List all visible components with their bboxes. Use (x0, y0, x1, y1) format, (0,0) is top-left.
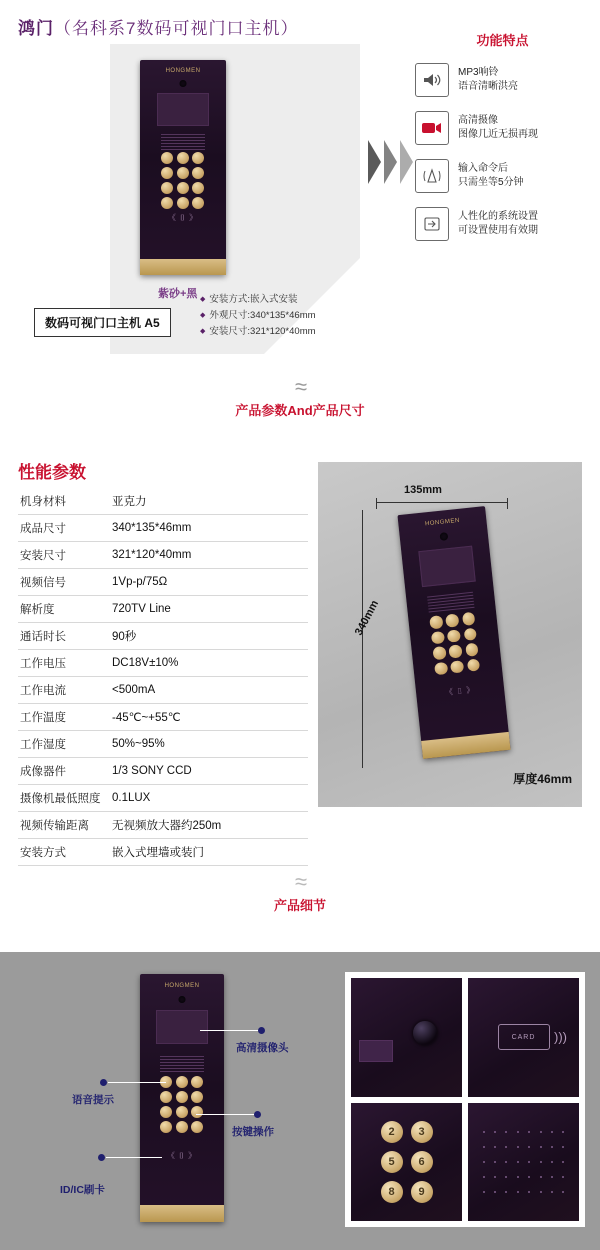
spec-key: 成像器件 (18, 758, 110, 785)
spec-section-title: 性能参数 (18, 463, 86, 482)
spec-key: 视频传输距离 (18, 812, 110, 839)
device-base (421, 732, 510, 759)
speaker-grille (160, 1056, 204, 1072)
detail-photo-speaker (468, 1103, 579, 1222)
product-dimension-image (318, 462, 582, 807)
callout-leader-line (196, 1114, 258, 1115)
speaker-grille (478, 1125, 569, 1200)
feature-line1: 输入命令后 (458, 163, 508, 174)
spec-key: 工作湿度 (18, 731, 110, 758)
camera-lens-icon (413, 1021, 437, 1045)
callout-card: ID/IC刷卡 (60, 1184, 105, 1196)
callout-keypad: 按键操作 (232, 1126, 274, 1138)
callout-dot (98, 1154, 105, 1161)
spec-key: 工作电压 (18, 650, 110, 677)
spec-value: 90秒 (110, 623, 308, 650)
feature-item-text (458, 210, 538, 238)
card-reader-icon: 《 ⌷ 》 (444, 685, 476, 698)
callout-leader-line (200, 1030, 262, 1031)
table-row (18, 650, 308, 677)
table-row (18, 623, 308, 650)
spec-key: 工作电流 (18, 677, 110, 704)
dimension-width-label: 135mm (404, 484, 442, 496)
hero-spec-list (200, 292, 316, 340)
card-label: CARD (498, 1024, 550, 1050)
detail-photo-grid (345, 972, 585, 1227)
table-row (18, 704, 308, 731)
device-logo: HONGMEN (424, 517, 461, 528)
spec-value: DC18V±10% (110, 650, 308, 677)
feature-item-settings (415, 207, 590, 241)
callout-dot (258, 1027, 265, 1034)
table-row (18, 677, 308, 704)
device-keypad (429, 612, 481, 675)
spec-key: 成品尺寸 (18, 515, 110, 542)
device-screen (157, 93, 209, 126)
key-button[interactable]: 3 (411, 1121, 433, 1143)
hero-spec-item: ◆ 安装尺寸:321*120*40mm (200, 324, 316, 340)
product-image-angled (397, 506, 510, 759)
product-badge: 数码可视门口主机 A5 (34, 308, 171, 337)
signal-icon (415, 159, 449, 193)
card-reader-icon: 《 ⌷ 》 (166, 1151, 198, 1160)
spec-value: -45℃~+55℃ (110, 704, 308, 731)
hero-spec-item: ◆ 外观尺寸:340*135*46mm (200, 308, 316, 324)
page-title (18, 14, 298, 39)
spec-value: 321*120*40mm (110, 542, 308, 569)
key-button[interactable]: 2 (381, 1121, 403, 1143)
key-button[interactable]: 9 (411, 1181, 433, 1203)
spec-value: 亚克力 (110, 488, 308, 515)
section-divider-params (0, 374, 600, 419)
wifi-wave-icon: ))) (554, 1029, 567, 1045)
spec-value: 无视频放大器约250m (110, 812, 308, 839)
callout-leader-line (106, 1157, 162, 1158)
device-screen (156, 1010, 208, 1044)
callout-dot (100, 1079, 107, 1086)
dimension-height-line (362, 510, 363, 768)
table-row (18, 542, 308, 569)
feature-item-camera (415, 111, 590, 145)
table-row (18, 812, 308, 839)
hero-spec-item: ◆ 安装方式:嵌入式安装 (200, 292, 316, 308)
spec-value: 1/3 SONY CCD (110, 758, 308, 785)
device-keypad (160, 1076, 204, 1133)
callout-camera: 高清摄像头 (236, 1042, 289, 1054)
color-note: 紫砂+黑 (158, 288, 198, 300)
spec-value: 1Vp-p/75Ω (110, 569, 308, 596)
device-base (140, 259, 226, 275)
keypad-closeup (381, 1121, 433, 1203)
feature-item-signal (415, 159, 590, 193)
chevron-right-icon (400, 140, 413, 184)
dimension-height-label: 340mm (352, 598, 382, 638)
feature-item-mp3 (415, 63, 590, 97)
feature-line1: MP3响铃 (458, 67, 499, 78)
detail-section (0, 952, 600, 1250)
section-divider-label: 产品参数And产品尺寸 (235, 403, 365, 418)
spec-value: 0.1LUX (110, 785, 308, 812)
detail-photo-keypad (351, 1103, 462, 1222)
feature-list (415, 30, 590, 255)
feature-line2: 图像几近无损再现 (458, 129, 538, 140)
camera-lens-icon (179, 996, 186, 1003)
camera-icon (415, 111, 449, 145)
key-button[interactable]: 6 (411, 1151, 433, 1173)
spec-key: 通话时长 (18, 623, 110, 650)
dimension-width-line (376, 502, 508, 503)
chevron-down-icon: ≈ (294, 869, 306, 894)
device-logo: HONGMEN (165, 68, 201, 74)
brand-name: 鸿门 (18, 19, 54, 38)
key-button[interactable]: 8 (381, 1181, 403, 1203)
chevron-right-icon (384, 140, 397, 184)
spec-key: 机身材料 (18, 488, 110, 515)
feature-line1: 人性化的系统设置 (458, 211, 538, 222)
spec-key: 视频信号 (18, 569, 110, 596)
feature-item-text (458, 114, 538, 142)
feature-item-text (458, 66, 518, 94)
card-reader-icon: 《 ⌷ 》 (167, 213, 199, 222)
feature-list-title: 功能特点 (476, 33, 529, 48)
device-screen (359, 1040, 393, 1062)
dimension-thickness-label: 厚度46mm (513, 772, 572, 786)
spec-value: 50%~95% (110, 731, 308, 758)
callout-dot (254, 1111, 261, 1118)
speaker-grille (427, 592, 474, 613)
table-row (18, 569, 308, 596)
table-row (18, 758, 308, 785)
table-row (18, 785, 308, 812)
chevron-right-icon (368, 140, 381, 184)
arrow-indicator (368, 140, 413, 184)
table-row (18, 596, 308, 623)
speaker-icon (415, 63, 449, 97)
spec-key: 解析度 (18, 596, 110, 623)
callout-voice: 语音提示 (72, 1094, 114, 1106)
section-divider-label: 产品细节 (273, 898, 326, 913)
settings-icon (415, 207, 449, 241)
feature-line2: 只需坐等5分钟 (458, 177, 524, 188)
product-image-detail (140, 974, 224, 1222)
spec-key: 安装方式 (18, 839, 110, 866)
feature-line1: 高清摄像 (458, 115, 498, 126)
device-screen (418, 546, 475, 587)
feature-line2: 可设置使用有效期 (458, 225, 538, 236)
device-logo: HONGMEN (164, 983, 200, 989)
detail-photo-camera (351, 978, 462, 1097)
feature-item-text (458, 162, 524, 190)
table-row (18, 488, 308, 515)
feature-line2: 语音清晰洪亮 (458, 81, 518, 92)
spec-value: 嵌入式埋墙或装门 (110, 839, 308, 866)
spec-key: 工作温度 (18, 704, 110, 731)
spec-value: <500mA (110, 677, 308, 704)
page-title-rest: （名科系7数码可视门口主机） (54, 19, 299, 38)
table-row (18, 839, 308, 866)
hero-section (0, 0, 600, 360)
spec-value: 340*135*46mm (110, 515, 308, 542)
camera-lens-icon (180, 80, 187, 87)
key-button[interactable]: 5 (381, 1151, 403, 1173)
device-base (140, 1205, 224, 1222)
device-keypad (161, 152, 205, 209)
camera-lens-icon (440, 532, 449, 541)
callout-leader-line (108, 1082, 166, 1083)
spec-key: 安装尺寸 (18, 542, 110, 569)
table-row (18, 731, 308, 758)
product-image-front (140, 60, 226, 275)
section-divider-detail (0, 869, 600, 914)
speaker-grille (161, 134, 205, 150)
spec-value: 720TV Line (110, 596, 308, 623)
detail-photo-card-reader (468, 978, 579, 1097)
table-row (18, 515, 308, 542)
chevron-down-icon: ≈ (294, 374, 306, 399)
spec-key: 摄像机最低照度 (18, 785, 110, 812)
spec-table (18, 488, 308, 866)
